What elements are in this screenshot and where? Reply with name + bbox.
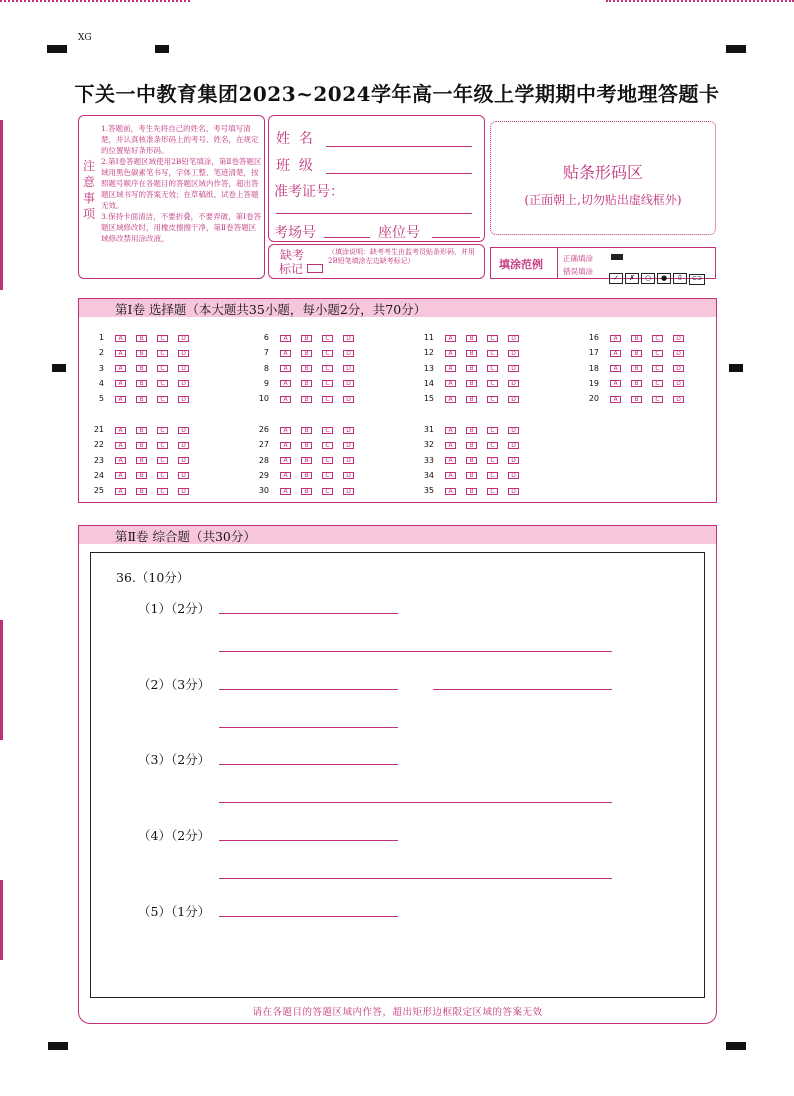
question-number: 5 — [98, 394, 104, 404]
option-bubble-d[interactable]: D — [508, 457, 519, 464]
option-bubble-c[interactable]: C — [157, 350, 168, 357]
option-bubble-c[interactable]: C — [652, 380, 663, 387]
option-bubble-c[interactable]: C — [322, 335, 333, 342]
option-bubble-b[interactable]: B — [466, 365, 477, 372]
option-bubble-a[interactable]: A — [115, 380, 126, 387]
question-number: 32 — [423, 440, 434, 450]
section1-header — [79, 299, 716, 317]
option-bubble-a[interactable]: A — [280, 442, 291, 449]
positioning-mark — [47, 45, 67, 53]
option-bubble-b[interactable]: B — [301, 488, 312, 495]
option-bubble-c[interactable]: C — [487, 380, 498, 387]
option-bubble-d[interactable]: D — [178, 350, 189, 357]
option-bubble-a[interactable]: A — [610, 380, 621, 387]
question-number: 29 — [258, 470, 269, 480]
page-title: 下关一中教育集团2023~2024学年高一年级上学期期中考地理答题卡 — [74, 82, 720, 106]
question-number: 22 — [93, 440, 104, 450]
option-bubble-b[interactable]: B — [466, 457, 477, 464]
option-bubble-a[interactable]: A — [445, 350, 456, 357]
fill-example — [490, 247, 716, 282]
option-bubble-b[interactable]: B — [466, 427, 477, 434]
question-number: 9 — [263, 378, 269, 388]
option-bubble-d[interactable]: D — [673, 335, 684, 342]
question-number: 2 — [98, 348, 104, 358]
option-bubble-c[interactable]: C — [322, 427, 333, 434]
option-bubble-d[interactable]: D — [673, 380, 684, 387]
option-bubble-a[interactable]: A — [115, 488, 126, 495]
option-bubble-d[interactable]: D — [508, 365, 519, 372]
option-bubble-b[interactable]: B — [136, 488, 147, 495]
positioning-mark — [729, 364, 743, 372]
option-bubble-c[interactable]: C — [487, 335, 498, 342]
option-bubble-b[interactable]: B — [301, 365, 312, 372]
option-bubble-c[interactable]: C — [487, 427, 498, 434]
option-bubble-d[interactable]: D — [178, 488, 189, 495]
option-bubble-d[interactable]: D — [508, 488, 519, 495]
option-bubble-c[interactable]: C — [157, 380, 168, 387]
option-bubble-d[interactable]: D — [673, 365, 684, 372]
name-field[interactable] — [326, 146, 472, 147]
option-bubble-c[interactable]: C — [322, 472, 333, 479]
question-number: 28 — [258, 455, 269, 465]
option-bubble-a[interactable]: A — [445, 396, 456, 403]
option-bubble-d[interactable]: D — [673, 396, 684, 403]
corner-code: XG — [78, 33, 92, 43]
option-bubble-b[interactable]: B — [466, 396, 477, 403]
barcode-area — [490, 121, 716, 235]
barcode-title: 贴条形码区 — [562, 163, 643, 182]
option-bubble-d[interactable]: D — [343, 335, 354, 342]
option-bubble-a[interactable]: A — [280, 350, 291, 357]
option-bubble-b[interactable]: B — [136, 396, 147, 403]
option-bubble-d[interactable]: D — [178, 396, 189, 403]
option-bubble-d[interactable]: D — [178, 427, 189, 434]
question-number: 8 — [263, 363, 269, 373]
wrong-mark-cross-icon: ✗ — [625, 273, 639, 284]
question-number: 24 — [93, 470, 104, 480]
option-bubble-d[interactable]: D — [343, 488, 354, 495]
option-bubble-c[interactable]: C — [487, 365, 498, 372]
option-bubble-b[interactable]: B — [466, 335, 477, 342]
option-bubble-a[interactable]: A — [445, 427, 456, 434]
part-1-label: （1）（2分） — [138, 601, 211, 616]
option-bubble-a[interactable]: A — [445, 472, 456, 479]
name-label: 姓 名 — [276, 131, 313, 147]
option-bubble-c[interactable]: C — [157, 472, 168, 479]
option-bubble-a[interactable]: A — [115, 335, 126, 342]
option-bubble-b[interactable]: B — [301, 442, 312, 449]
option-bubble-d[interactable]: D — [508, 380, 519, 387]
room-field[interactable] — [324, 237, 370, 238]
question-number: 11 — [423, 333, 434, 342]
absent-label: 缺考 — [280, 248, 305, 262]
option-bubble-c[interactable]: C — [157, 488, 168, 495]
option-bubble-b[interactable]: B — [301, 380, 312, 387]
part-4-label: （4）（2分） — [138, 828, 211, 843]
option-bubble-a[interactable]: A — [115, 442, 126, 449]
wrong-fill-samples — [609, 265, 705, 282]
notice-item: 1.答题前，考生先将自己的姓名、考号填写清楚，并认真核准条形码上的考号、姓名，在规定的位置贴好条形码。 — [101, 124, 259, 155]
option-bubble-d[interactable]: D — [508, 442, 519, 449]
answer-line[interactable] — [219, 916, 398, 917]
question-number: 35 — [423, 486, 434, 496]
option-bubble-b[interactable]: B — [136, 350, 147, 357]
option-bubble-c[interactable]: C — [487, 396, 498, 403]
question-number: 1 — [98, 333, 104, 342]
question-number: 25 — [93, 486, 104, 496]
answer-frame — [90, 552, 705, 998]
seat-field[interactable] — [432, 237, 480, 238]
answer-line[interactable] — [219, 613, 398, 614]
option-bubble-d[interactable]: D — [178, 335, 189, 342]
option-bubble-b[interactable]: B — [466, 380, 477, 387]
option-bubble-b[interactable]: B — [301, 396, 312, 403]
left-edge-strip — [0, 620, 3, 740]
option-bubble-a[interactable]: A — [280, 335, 291, 342]
option-bubble-a[interactable]: A — [115, 350, 126, 357]
option-bubble-c[interactable]: C — [322, 457, 333, 464]
option-bubble-a[interactable]: A — [115, 457, 126, 464]
option-bubble-c[interactable]: C — [322, 396, 333, 403]
option-bubble-d[interactable]: D — [343, 350, 354, 357]
answer-line[interactable] — [219, 840, 398, 841]
question-number: 30 — [258, 486, 269, 496]
option-bubble-b[interactable]: B — [301, 335, 312, 342]
question-number: 34 — [423, 470, 434, 480]
option-bubble-c[interactable]: C — [322, 365, 333, 372]
option-bubble-c[interactable]: C — [487, 350, 498, 357]
question-number: 26 — [258, 425, 269, 434]
option-bubble-d[interactable]: D — [178, 457, 189, 464]
option-bubble-a[interactable]: A — [115, 427, 126, 434]
question-number: 13 — [423, 363, 434, 373]
option-bubble-a[interactable]: A — [115, 365, 126, 372]
option-bubble-b[interactable]: B — [136, 380, 147, 387]
class-label: 班 级 — [276, 158, 313, 174]
question-number: 4 — [98, 378, 104, 388]
footer-note: 请在各题目的答题区域内作答，超出矩形边框限定区域的答案无效 — [252, 1007, 543, 1018]
question-number: 10 — [258, 394, 269, 404]
wrong-fill-label: 错误填涂 — [563, 267, 593, 276]
option-bubble-c[interactable]: C — [157, 457, 168, 464]
option-bubble-a[interactable]: A — [445, 488, 456, 495]
option-bubble-d[interactable]: D — [343, 396, 354, 403]
section2-header — [79, 526, 716, 544]
question-number: 21 — [93, 425, 104, 434]
option-bubble-d[interactable]: D — [508, 396, 519, 403]
fill-example-divider — [557, 248, 558, 278]
option-bubble-c[interactable]: C — [157, 365, 168, 372]
answer-line[interactable] — [219, 689, 398, 690]
option-bubble-b[interactable]: B — [631, 365, 642, 372]
option-bubble-b[interactable]: B — [631, 380, 642, 387]
notice-item: 3.保持卡面清洁，不要折叠，不要弄破，第Ⅰ卷答题区域修改时，用橡皮擦擦干净，第Ⅱ卷答题区域修改禁用涂改液。 — [101, 212, 262, 243]
answer-line[interactable] — [219, 802, 612, 803]
option-bubble-a[interactable]: A — [280, 380, 291, 387]
option-bubble-a[interactable]: A — [445, 335, 456, 342]
answer-line[interactable] — [219, 878, 612, 879]
option-bubble-c[interactable]: C — [322, 350, 333, 357]
wrong-mark-check-icon: ✓ — [609, 273, 623, 284]
option-bubble-b[interactable]: B — [301, 427, 312, 434]
wrong-mark-dot-icon: ● — [657, 273, 671, 284]
question-number: 6 — [263, 333, 269, 342]
option-bubble-b[interactable]: B — [136, 442, 147, 449]
positioning-mark — [726, 1042, 746, 1050]
option-bubble-a[interactable]: A — [610, 350, 621, 357]
wrong-mark-bar-icon: ⌷ — [673, 273, 687, 284]
top-dotted-line-left — [0, 0, 190, 2]
option-bubble-c[interactable]: C — [652, 335, 663, 342]
option-bubble-b[interactable]: B — [466, 472, 477, 479]
option-bubble-b[interactable]: B — [301, 472, 312, 479]
option-bubble-a[interactable]: A — [445, 380, 456, 387]
option-bubble-b[interactable]: B — [631, 350, 642, 357]
option-bubble-d[interactable]: D — [343, 380, 354, 387]
option-bubble-d[interactable]: D — [343, 472, 354, 479]
answer-line[interactable] — [433, 689, 612, 690]
question-number: 14 — [423, 378, 434, 388]
option-bubble-b[interactable]: B — [301, 350, 312, 357]
class-field[interactable] — [326, 173, 472, 174]
top-dotted-line-right — [606, 0, 794, 2]
absent-label: 标记 — [279, 262, 304, 276]
left-edge-strip — [0, 120, 3, 290]
question-number: 15 — [423, 394, 434, 404]
question-36-label: 36.（10分） — [116, 570, 190, 585]
option-bubble-a[interactable]: A — [280, 488, 291, 495]
option-bubble-a[interactable]: A — [280, 472, 291, 479]
option-bubble-c[interactable]: C — [487, 442, 498, 449]
option-bubble-c[interactable]: C — [157, 396, 168, 403]
section1-box — [78, 298, 717, 503]
option-bubble-d[interactable]: D — [343, 427, 354, 434]
correct-fill-label: 正确填涂 — [563, 254, 593, 263]
option-bubble-a[interactable]: A — [610, 365, 621, 372]
option-bubble-d[interactable]: D — [178, 472, 189, 479]
absent-note: （填涂说明：缺考考生由监考员贴条形码，并用2B铅笔填涂左边缺考标记） — [328, 248, 475, 265]
correct-fill-sample — [611, 254, 623, 260]
option-bubble-b[interactable]: B — [631, 396, 642, 403]
question-number: 18 — [588, 363, 599, 373]
option-bubble-c[interactable]: C — [322, 488, 333, 495]
positioning-mark — [726, 45, 746, 53]
option-bubble-a[interactable]: A — [445, 442, 456, 449]
option-bubble-d[interactable]: D — [343, 442, 354, 449]
option-bubble-d[interactable]: D — [508, 350, 519, 357]
option-bubble-d[interactable]: D — [343, 457, 354, 464]
question-number: 16 — [588, 333, 599, 342]
option-bubble-c[interactable]: C — [487, 457, 498, 464]
exam-id-label: 准考证号： — [274, 184, 344, 200]
option-bubble-d[interactable]: D — [343, 365, 354, 372]
option-bubble-d[interactable]: D — [508, 472, 519, 479]
option-bubble-d[interactable]: D — [178, 365, 189, 372]
option-bubble-d[interactable]: D — [508, 335, 519, 342]
notice-heading: 注 意 事 项 — [83, 159, 96, 221]
option-bubble-c[interactable]: C — [652, 396, 663, 403]
option-bubble-a[interactable]: A — [115, 472, 126, 479]
option-bubble-c[interactable]: C — [652, 350, 663, 357]
part-3-label: （3）（2分） — [138, 752, 211, 767]
option-bubble-d[interactable]: D — [178, 380, 189, 387]
question-number: 17 — [588, 348, 599, 358]
option-bubble-c[interactable]: C — [157, 335, 168, 342]
answer-line[interactable] — [219, 764, 398, 765]
question-number: 23 — [93, 455, 104, 465]
question-number: 12 — [423, 348, 434, 358]
option-bubble-a[interactable]: A — [610, 335, 621, 342]
option-bubble-b[interactable]: B — [631, 335, 642, 342]
question-number: 27 — [258, 440, 269, 450]
option-bubble-a[interactable]: A — [445, 457, 456, 464]
part-2-label: （2）（3分） — [138, 677, 211, 692]
question-number: 33 — [423, 455, 434, 465]
option-bubble-b[interactable]: B — [301, 457, 312, 464]
option-bubble-c[interactable]: C — [157, 442, 168, 449]
part-5-label: （5）（1分） — [138, 904, 211, 919]
option-bubble-b[interactable]: B — [136, 472, 147, 479]
option-bubble-c[interactable]: C — [322, 442, 333, 449]
option-bubble-b[interactable]: B — [136, 365, 147, 372]
question-number: 20 — [588, 394, 599, 404]
section1-title: 第Ⅰ卷 选择题（本大题共35小题，每小题2分，共70分） — [115, 302, 427, 317]
option-bubble-d[interactable]: D — [673, 350, 684, 357]
answer-line[interactable] — [219, 727, 398, 728]
option-bubble-b[interactable]: B — [466, 442, 477, 449]
option-bubble-c[interactable]: C — [487, 488, 498, 495]
exam-id-field[interactable] — [276, 213, 472, 214]
room-label: 考场号 — [274, 225, 316, 241]
answer-line[interactable] — [219, 651, 612, 652]
notice-text — [101, 123, 263, 244]
notice-item: 2.第Ⅰ卷答题区域使用2B铅笔填涂，第Ⅱ卷答题区域用黑色碳素笔书写，字体工整、笔迹清楚，按照题号顺序在各题目的答题区域内作答，超出答题区域书写的答案无效；在草稿纸、试卷上答题无效。 — [101, 157, 262, 210]
seat-label: 座位号 — [378, 225, 420, 241]
absent-checkbox[interactable] — [307, 264, 323, 273]
question-number: 31 — [423, 425, 434, 434]
wrong-mark-oval-icon: ⊂⊃ — [689, 274, 705, 285]
section2-title: 第Ⅱ卷 综合题（共30分） — [115, 529, 256, 544]
option-bubble-a[interactable]: A — [280, 365, 291, 372]
fill-example-label: 填涂范例 — [499, 258, 543, 271]
option-bubble-c[interactable]: C — [652, 365, 663, 372]
barcode-subtitle: (正面朝上,切勿贴出虚线框外) — [524, 193, 682, 207]
option-bubble-a[interactable]: A — [280, 457, 291, 464]
option-bubble-d[interactable]: D — [508, 427, 519, 434]
option-bubble-c[interactable]: C — [487, 472, 498, 479]
option-bubble-c[interactable]: C — [322, 380, 333, 387]
option-bubble-b[interactable]: B — [466, 488, 477, 495]
option-bubble-b[interactable]: B — [466, 350, 477, 357]
option-bubble-a[interactable]: A — [280, 427, 291, 434]
positioning-mark — [155, 45, 169, 53]
option-bubble-b[interactable]: B — [136, 335, 147, 342]
left-edge-strip — [0, 880, 3, 960]
question-number: 7 — [263, 348, 269, 358]
option-bubble-a[interactable]: A — [445, 365, 456, 372]
option-bubble-a[interactable]: A — [115, 396, 126, 403]
option-bubble-a[interactable]: A — [610, 396, 621, 403]
option-bubble-b[interactable]: B — [136, 457, 147, 464]
option-bubble-c[interactable]: C — [157, 427, 168, 434]
option-bubble-a[interactable]: A — [280, 396, 291, 403]
positioning-mark — [48, 1042, 68, 1050]
option-bubble-d[interactable]: D — [178, 442, 189, 449]
question-number: 19 — [588, 378, 599, 388]
positioning-mark — [52, 364, 66, 372]
wrong-mark-circle-icon: ○ — [641, 273, 655, 284]
question-number: 3 — [98, 363, 104, 373]
option-bubble-b[interactable]: B — [136, 427, 147, 434]
